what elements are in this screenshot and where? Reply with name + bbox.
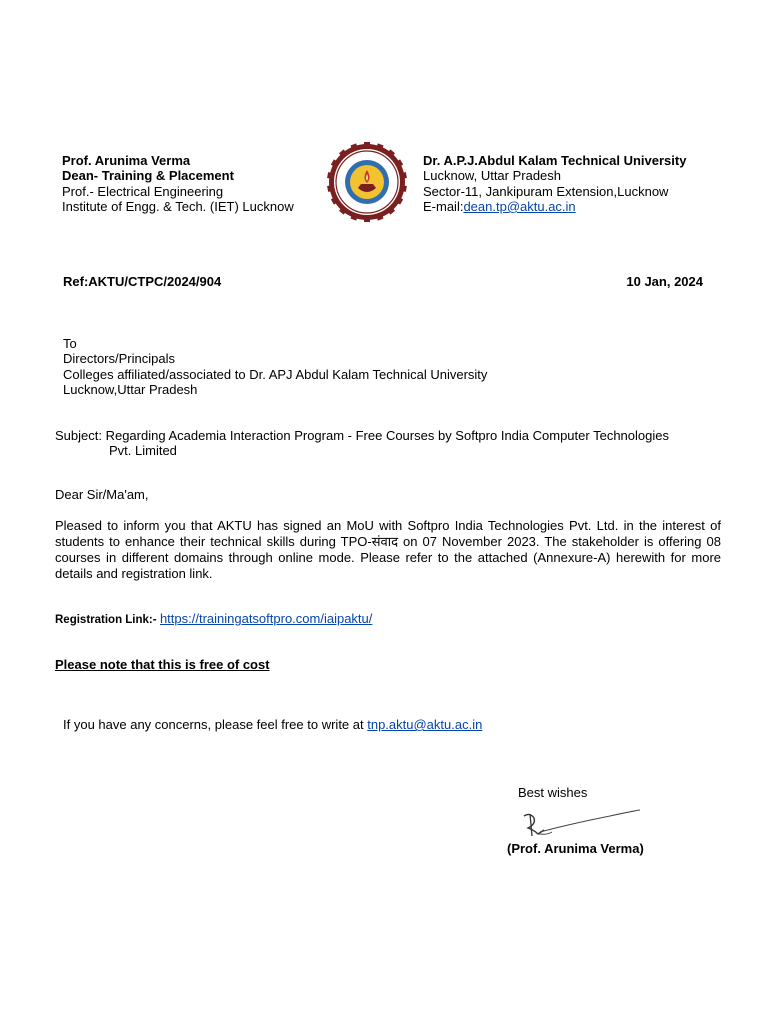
signature-icon (500, 806, 650, 842)
body-paragraph: Pleased to inform you that AKTU has signed an MoU with Softpro India Technologies Pvt. Ltd. in the interest of students to enhance their technical skills during TPO-संवाद on 07 November 2023. The stakeholder is offering 08 courses in different domains through online mode. Please refer to the attached (Annexure-A) herewith for more details and registration link. (55, 518, 721, 581)
addressee-to: To (63, 336, 77, 351)
university-address: Sector-11, Jankipuram Extension,Lucknow (423, 183, 669, 199)
sender-name: Prof. Arunima Verma (62, 153, 191, 168)
subject-block (55, 428, 669, 458)
sender-designation: Dean- Training & Placement (62, 168, 234, 184)
subject-line-2: Pvt. Limited (109, 443, 177, 458)
reference-number: Ref:AKTU/CTPC/2024/904 (63, 274, 222, 289)
registration-link[interactable]: https://trainingatsoftpro.com/iaipaktu/ (159, 611, 373, 626)
dean-email-link[interactable]: dean.tp@aktu.ac.in (463, 198, 576, 214)
letter-date: 10 Jan, 2024 (626, 274, 703, 289)
tnp-email-link[interactable]: tnp.aktu@aktu.ac.in (367, 717, 483, 732)
email-label: E-mail: (423, 198, 464, 214)
sender-department: Prof.- Electrical Engineering (62, 183, 224, 199)
email-line (423, 199, 686, 214)
addressee-colleges: Colleges affiliated/associated to Dr. APJ Abdul Kalam Technical University (63, 366, 488, 382)
closing: Best wishes (518, 785, 588, 800)
university-city: Lucknow, Uttar Pradesh (423, 168, 562, 184)
sender-institute: Institute of Engg. & Tech. (IET) Lucknow (62, 198, 294, 214)
free-of-cost-note: Please note that this is free of cost (55, 657, 270, 672)
salutation: Dear Sir/Ma'am, (55, 487, 149, 502)
subject-line-1: Subject: Regarding Academia Interaction Program - Free Courses by Softpro India Computer Technologies (55, 428, 669, 443)
letterhead-right (423, 153, 686, 214)
university-seal-icon (327, 142, 407, 222)
letterhead-left (62, 153, 294, 214)
addressee-role: Directors/Principals (63, 351, 175, 367)
addressee-block (63, 336, 487, 398)
registration-line (55, 611, 372, 628)
registration-label: Registration Link:- (55, 614, 157, 626)
addressee-location: Lucknow,Uttar Pradesh (63, 382, 198, 398)
concern-line (63, 717, 482, 732)
signatory-name: (Prof. Arunima Verma) (507, 841, 644, 856)
university-name: Dr. A.P.J.Abdul Kalam Technical University (423, 153, 687, 168)
concern-text: If you have any concerns, please feel free to write at (63, 717, 368, 732)
